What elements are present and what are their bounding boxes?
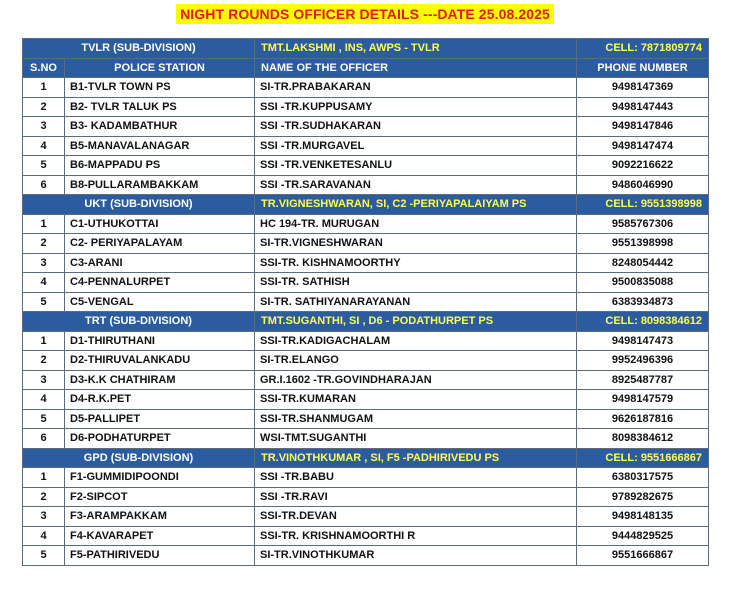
table-row xyxy=(23,273,709,293)
row-officer-name: SSI-TR.DEVAN xyxy=(255,507,577,527)
row-officer-name: WSI-TMT.SUGANTHI xyxy=(255,429,577,449)
row-phone-number: 9789282675 xyxy=(577,487,709,507)
row-officer-name: SI-TR.VIGNESHWARAN xyxy=(255,234,577,254)
row-sno: 5 xyxy=(23,292,65,312)
row-police-station: D3-K.K CHATHIRAM xyxy=(65,370,255,390)
row-police-station: D5-PALLIPET xyxy=(65,409,255,429)
row-phone-number: 9551398998 xyxy=(577,234,709,254)
table-row xyxy=(23,507,709,527)
row-phone-number: 8098384612 xyxy=(577,429,709,449)
table-row xyxy=(23,546,709,566)
subdivision-officer: TMT.LAKSHMI , INS, AWPS - TVLR xyxy=(255,39,577,59)
row-police-station: C3-ARANI xyxy=(65,253,255,273)
row-officer-name: SI-TR.VINOTHKUMAR xyxy=(255,546,577,566)
table-row xyxy=(23,156,709,176)
row-phone-number: 9092216622 xyxy=(577,156,709,176)
row-police-station: F2-SIPCOT xyxy=(65,487,255,507)
row-phone-number: 9585767306 xyxy=(577,214,709,234)
table-row xyxy=(23,234,709,254)
table-row xyxy=(23,117,709,137)
table-row xyxy=(23,390,709,410)
row-police-station: F1-GUMMIDIPOONDI xyxy=(65,468,255,488)
row-sno: 3 xyxy=(23,370,65,390)
row-sno: 2 xyxy=(23,351,65,371)
row-police-station: C1-UTHUKOTTAI xyxy=(65,214,255,234)
row-phone-number: 8925487787 xyxy=(577,370,709,390)
row-officer-name: SSI -TR.RAVI xyxy=(255,487,577,507)
column-header-phone: PHONE NUMBER xyxy=(577,58,709,78)
row-police-station: F3-ARAMPAKKAM xyxy=(65,507,255,527)
subdivision-name: TVLR (SUB-DIVISION) xyxy=(23,39,255,59)
row-police-station: F5-PATHIRIVEDU xyxy=(65,546,255,566)
row-sno: 1 xyxy=(23,468,65,488)
row-officer-name: SI-TR. SATHIYANARAYANAN xyxy=(255,292,577,312)
subdivision-header-row xyxy=(23,195,709,215)
subdivision-header-row xyxy=(23,312,709,332)
row-police-station: F4-KAVARAPET xyxy=(65,526,255,546)
row-police-station: B3- KADAMBATHUR xyxy=(65,117,255,137)
row-sno: 4 xyxy=(23,273,65,293)
row-sno: 1 xyxy=(23,78,65,98)
row-police-station: C4-PENNALURPET xyxy=(65,273,255,293)
subdivision-officer: TMT.SUGANTHI, SI , D6 - PODATHURPET PS xyxy=(255,312,577,332)
table-row xyxy=(23,370,709,390)
subdivision-header-row xyxy=(23,39,709,59)
row-police-station: D6-PODHATURPET xyxy=(65,429,255,449)
row-officer-name: HC 194-TR. MURUGAN xyxy=(255,214,577,234)
row-sno: 2 xyxy=(23,97,65,117)
row-phone-number: 9498147443 xyxy=(577,97,709,117)
subdivision-cell: CELL: 7871809774 xyxy=(577,39,709,59)
table-row xyxy=(23,292,709,312)
subdivision-officer: TR.VIGNESHWARAN, SI, C2 -PERIYAPALAIYAM PS xyxy=(255,195,577,215)
row-officer-name: SSI -TR.MURGAVEL xyxy=(255,136,577,156)
row-sno: 4 xyxy=(23,136,65,156)
table-row xyxy=(23,468,709,488)
row-phone-number: 9551666867 xyxy=(577,546,709,566)
subdivision-cell: CELL: 9551398998 xyxy=(577,195,709,215)
row-phone-number: 9626187816 xyxy=(577,409,709,429)
row-sno: 6 xyxy=(23,175,65,195)
row-phone-number: 8248054442 xyxy=(577,253,709,273)
row-phone-number: 6380317575 xyxy=(577,468,709,488)
table-row xyxy=(23,351,709,371)
table-row xyxy=(23,175,709,195)
row-sno: 2 xyxy=(23,487,65,507)
row-sno: 6 xyxy=(23,429,65,449)
subdivision-officer: TR.VINOTHKUMAR , SI, F5 -PADHIRIVEDU PS xyxy=(255,448,577,468)
row-phone-number: 9498147846 xyxy=(577,117,709,137)
row-police-station: B1-TVLR TOWN PS xyxy=(65,78,255,98)
table-row xyxy=(23,136,709,156)
table-row xyxy=(23,526,709,546)
table-row xyxy=(23,78,709,98)
subdivision-name: GPD (SUB-DIVISION) xyxy=(23,448,255,468)
table-row xyxy=(23,487,709,507)
row-sno: 3 xyxy=(23,253,65,273)
table-row xyxy=(23,331,709,351)
row-sno: 3 xyxy=(23,507,65,527)
row-officer-name: SSI -TR.KUPPUSAMY xyxy=(255,97,577,117)
row-sno: 4 xyxy=(23,390,65,410)
table-row xyxy=(23,214,709,234)
subdivision-header-row xyxy=(23,448,709,468)
row-phone-number: 9498147473 xyxy=(577,331,709,351)
row-sno: 5 xyxy=(23,156,65,176)
row-officer-name: SSI-TR. SATHISH xyxy=(255,273,577,293)
subdivision-cell: CELL: 9551666867 xyxy=(577,448,709,468)
row-officer-name: SSI-TR. KRISHNAMOORTHI R xyxy=(255,526,577,546)
row-sno: 5 xyxy=(23,546,65,566)
row-police-station: D1-THIRUTHANI xyxy=(65,331,255,351)
row-police-station: B8-PULLARAMBAKKAM xyxy=(65,175,255,195)
row-police-station: B6-MAPPADU PS xyxy=(65,156,255,176)
row-phone-number: 9498147474 xyxy=(577,136,709,156)
subdivision-name: TRT (SUB-DIVISION) xyxy=(23,312,255,332)
subdivision-name: UKT (SUB-DIVISION) xyxy=(23,195,255,215)
row-phone-number: 9486046990 xyxy=(577,175,709,195)
table-row xyxy=(23,253,709,273)
column-header-sno: S.NO xyxy=(23,58,65,78)
row-officer-name: SI-TR.ELANGO xyxy=(255,351,577,371)
table-row xyxy=(23,409,709,429)
row-sno: 3 xyxy=(23,117,65,137)
row-phone-number: 9500835088 xyxy=(577,273,709,293)
page-title: NIGHT ROUNDS OFFICER DETAILS ---DATE 25.08.2025 xyxy=(176,4,554,24)
column-header-row xyxy=(23,58,709,78)
row-officer-name: SSI -TR.SUDHAKARAN xyxy=(255,117,577,137)
row-officer-name: SSI-TR.KADIGACHALAM xyxy=(255,331,577,351)
officer-roster-table xyxy=(22,38,709,566)
row-police-station: C5-VENGAL xyxy=(65,292,255,312)
row-officer-name: SSI -TR.SARAVANAN xyxy=(255,175,577,195)
row-sno: 1 xyxy=(23,214,65,234)
row-sno: 4 xyxy=(23,526,65,546)
row-police-station: D4-R.K.PET xyxy=(65,390,255,410)
row-sno: 5 xyxy=(23,409,65,429)
row-phone-number: 9952496396 xyxy=(577,351,709,371)
row-police-station: C2- PERIYAPALAYAM xyxy=(65,234,255,254)
row-officer-name: GR.I.1602 -TR.GOVINDHARAJAN xyxy=(255,370,577,390)
roster-body xyxy=(23,39,709,566)
table-row xyxy=(23,429,709,449)
row-phone-number: 6383934873 xyxy=(577,292,709,312)
row-officer-name: SSI -TR.VENKETESANLU xyxy=(255,156,577,176)
row-sno: 2 xyxy=(23,234,65,254)
column-header-station: POLICE STATION xyxy=(65,58,255,78)
row-police-station: B2- TVLR TALUK PS xyxy=(65,97,255,117)
title-container xyxy=(0,4,730,24)
row-officer-name: SSI-TR.SHANMUGAM xyxy=(255,409,577,429)
subdivision-cell: CELL: 8098384612 xyxy=(577,312,709,332)
row-police-station: D2-THIRUVALANKADU xyxy=(65,351,255,371)
row-officer-name: SI-TR.PRABAKARAN xyxy=(255,78,577,98)
row-police-station: B5-MANAVALANAGAR xyxy=(65,136,255,156)
row-phone-number: 9444829525 xyxy=(577,526,709,546)
row-officer-name: SSI-TR. KISHNAMOORTHY xyxy=(255,253,577,273)
table-row xyxy=(23,97,709,117)
row-officer-name: SSI-TR.KUMARAN xyxy=(255,390,577,410)
row-phone-number: 9498147579 xyxy=(577,390,709,410)
column-header-officer: NAME OF THE OFFICER xyxy=(255,58,577,78)
row-phone-number: 9498148135 xyxy=(577,507,709,527)
row-officer-name: SSI -TR.BABU xyxy=(255,468,577,488)
row-sno: 1 xyxy=(23,331,65,351)
row-phone-number: 9498147369 xyxy=(577,78,709,98)
